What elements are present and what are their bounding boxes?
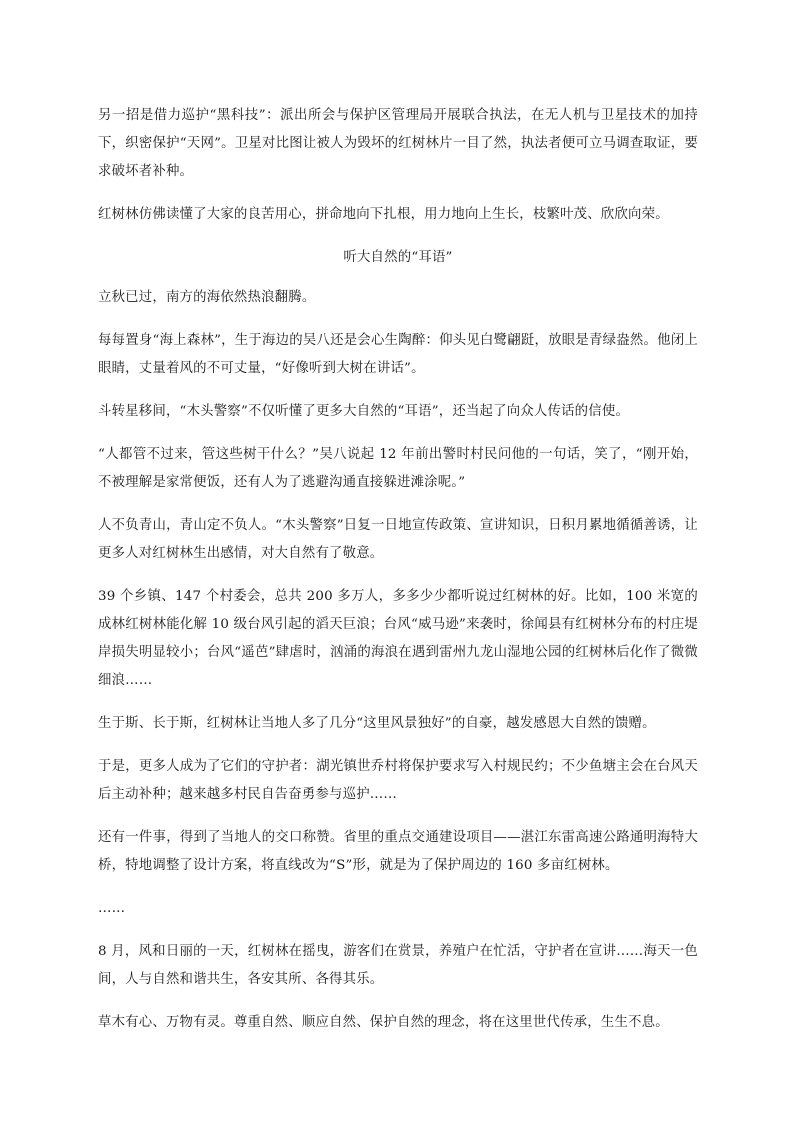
paragraph-typhoon-protection: 39 个乡镇、147 个村委会，总共 200 多万人，多多少少都听说过红树林的好。比如，100 米宽的成林红树林能化解 10 级台风引起的滔天巨浪；台风“威马逊”来袭时，徐闻县有红树林分布的村庄堤岸损失明显较小；台风“遥芭”肆虐时，汹涌的海浪在遇到雷州九龙山湿地公园的红树林后化作了微微细浪……	[98, 589, 698, 688]
section-title: 听大自然的“耳语”	[343, 250, 453, 265]
article-body	[98, 102, 698, 1052]
paragraph-bridge-redesign: 还有一件事，得到了当地人的交口称赞。省里的重点交通建设项目——湛江东雷高速公路通明海特大桥，特地调整了设计方案，将直线改为“S”形，就是为了保护周边的 160 多亩红树林。	[98, 830, 698, 873]
paragraph-sea-forest: 每每置身“海上森林”，生于海边的吴八还是会心生陶醉：仰头见白鹭翩跹，放眼是青绿盎然。他闭上眼睛，丈量着风的不可丈量，“好像听到大树在讲话”。	[98, 333, 698, 376]
paragraph-autumn-heat: 立秋已过，南方的海依然热浪翻腾。	[98, 290, 316, 305]
paragraph-green-mountains: 人不负青山，青山定不负人。“木头警察”日复一日地宣传政策、宣讲知识，日积月累地循循善诱，让更多人对红树林生出感情，对大自然有了敬意。	[98, 518, 698, 561]
paragraph-ellipsis: ……	[98, 901, 126, 916]
paragraph-messenger: 斗转星移间，“木头警察”不仅听懂了更多大自然的“耳语”，还当起了向众人传话的信使。	[98, 404, 630, 419]
paragraph-august-day: 8 月，风和日丽的一天，红树林在摇曳，游客们在赏景，养殖户在忙活，守护者在宣讲……海天一色间，人与自然和谐共生，各安其所、各得其乐。	[98, 944, 698, 987]
paragraph-guardians: 于是，更多人成为了它们的守护者：湖光镇世乔村将保护要求写入村规民约；不少鱼塘主会在台风天后主动补种；越来越多村民自告奋勇参与巡护……	[98, 759, 698, 802]
paragraph-closing: 草木有心、万物有灵。尊重自然、顺应自然、保护自然的理念，将在这里世代传承，生生不息。	[98, 1015, 669, 1030]
paragraph-mangrove-thrives: 红树林仿佛读懂了大家的良苦用心，拼命地向下扎根，用力地向上生长，枝繁叶茂、欣欣向荣。	[98, 207, 669, 222]
paragraph-patrol-tech: 另一招是借力巡护“黑科技”：派出所会与保护区管理局开展联合执法，在无人机与卫星技术的加持下，织密保护“天网”。卫星对比图让被人为毁坏的红树林片一目了然，执法者便可立马调查取证，要求破坏者补种。	[98, 108, 698, 179]
paragraph-villager-question: “人都管不过来，管这些树干什么？”吴八说起 12 年前出警时村民问他的一句话，笑了，“刚开始，不被理解是家常便饭，还有人为了逃避沟通直接躲进滩涂呢。”	[98, 447, 698, 490]
paragraph-local-pride: 生于斯、长于斯，红树林让当地人多了几分“这里风景独好”的自豪，越发感恩大自然的馈赠。	[98, 716, 656, 731]
